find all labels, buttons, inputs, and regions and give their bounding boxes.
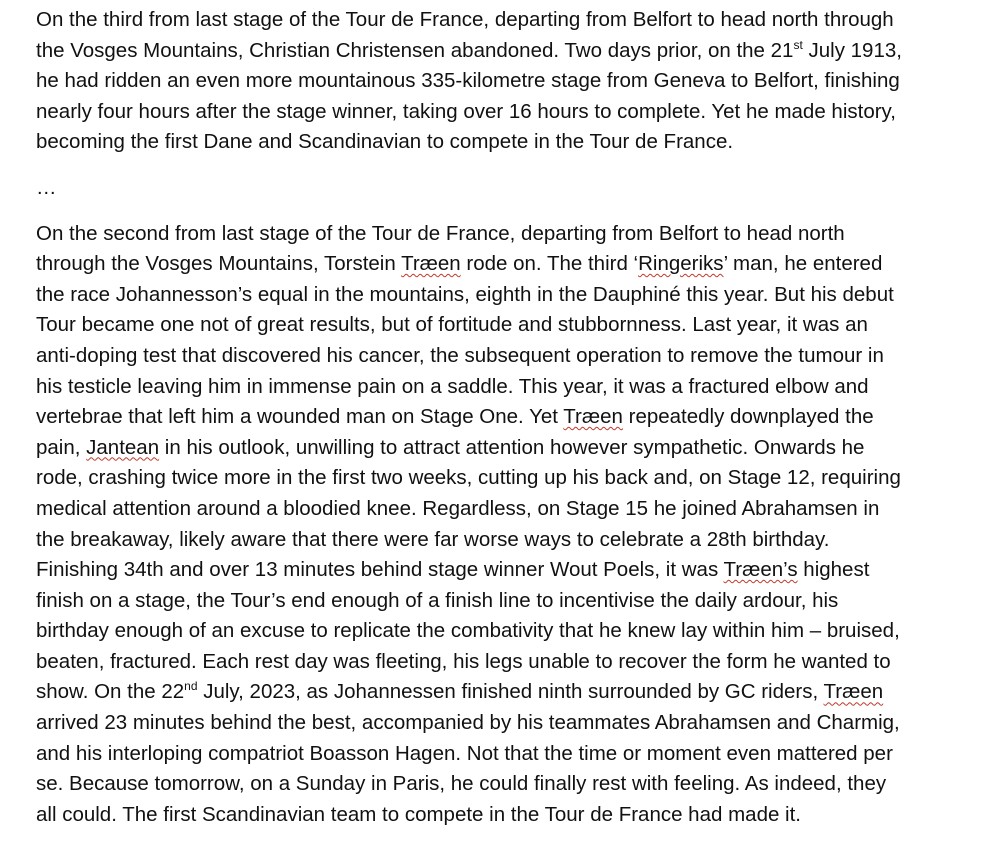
superscript-st: st: [793, 37, 803, 52]
superscript-nd: nd: [184, 679, 198, 694]
text-line: rode, crashing twice more in the first two weeks, cutting up his back and, on Stage 12, requiring: [36, 466, 901, 490]
text-line: nearly four hours after the stage winner, taking over 16 hours to complete. Yet he made history,: [36, 99, 896, 123]
text-line: Finishing 34th and over 13 minutes behind stage winner Wout Poels, it was Træen’s highest: [36, 558, 870, 582]
paragraph-traeen: [36, 219, 986, 831]
text-line: beaten, fractured. Each rest day was fleeting, his legs unable to recover the form he wanted to: [36, 649, 891, 673]
text-line: On the third from last stage of the Tour de France, departing from Belfort to head north through: [36, 8, 894, 31]
spellcheck-word[interactable]: Træen: [823, 680, 884, 704]
text-line: show. On the 22nd July, 2023, as Johannessen finished ninth surrounded by GC riders, Træen: [36, 679, 884, 704]
text-line: through the Vosges Mountains, Torstein Træen rode on. The third ‘Ringeriks’ man, he entered: [36, 252, 883, 276]
text-line: the breakaway, likely aware that there were far worse ways to celebrate a 28th birthday.: [36, 527, 830, 551]
text-line: the Vosges Mountains, Christian Christensen abandoned. Two days prior, on the 21st July 1913,: [36, 37, 902, 62]
text-line: his testicle leaving him in immense pain on a saddle. This year, it was a fractured elbow and: [36, 374, 869, 398]
text-line: vertebrae that left him a wounded man on Stage One. Yet Træen repeatedly downplayed the: [36, 405, 874, 429]
text-line: all could. The first Scandinavian team to compete in the Tour de France had made it.: [36, 802, 802, 826]
spellcheck-word[interactable]: Jantean: [86, 435, 160, 459]
spellcheck-word[interactable]: Træen: [401, 252, 461, 276]
text-line: arrived 23 minutes behind the best, accompanied by his teammates Abrahamsen and Charmig,: [36, 711, 900, 735]
text-line: medical attention around a bloodied knee. Regardless, on Stage 15 he joined Abrahamsen in: [36, 496, 880, 520]
spellcheck-word[interactable]: Træen’s: [723, 558, 798, 582]
ellipsis-separator: …: [36, 175, 57, 199]
paragraph-christensen: [36, 5, 986, 158]
text-line: birthday enough of an excuse to replicate the combativity that he knew lay within him – bruised,: [36, 619, 900, 643]
text-line: finish on a stage, the Tour’s end enough of a finish line to incentivise the daily ardour, his: [36, 588, 839, 612]
text-line: becoming the first Dane and Scandinavian to compete in the Tour de France.: [36, 130, 734, 154]
text-line: he had ridden an even more mountainous 335-kilometre stage from Geneva to Belfort, finishing: [36, 69, 900, 93]
text-line: the race Johannesson’s equal in the mountains, eighth in the Dauphiné this year. But his debut: [36, 282, 894, 306]
text-line: pain, Jantean in his outlook, unwilling to attract attention however sympathetic. Onwards he: [36, 435, 865, 459]
text-line: se. Because tomorrow, on a Sunday in Paris, he could finally rest with feeling. As indeed, they: [36, 772, 887, 796]
text-line: and his interloping compatriot Boasson Hagen. Not that the time or moment even mattered per: [36, 741, 893, 765]
text-line: On the second from last stage of the Tour de France, departing from Belfort to head north: [36, 221, 845, 245]
spellcheck-word[interactable]: Træen: [563, 405, 623, 429]
text-line: anti-doping test that discovered his cancer, the subsequent operation to remove the tumour in: [36, 343, 884, 367]
text-line: Tour became one not of great results, but of fortitude and stubbornness. Last year, it was an: [36, 313, 868, 337]
spellcheck-word[interactable]: Ringeriks: [638, 252, 724, 276]
